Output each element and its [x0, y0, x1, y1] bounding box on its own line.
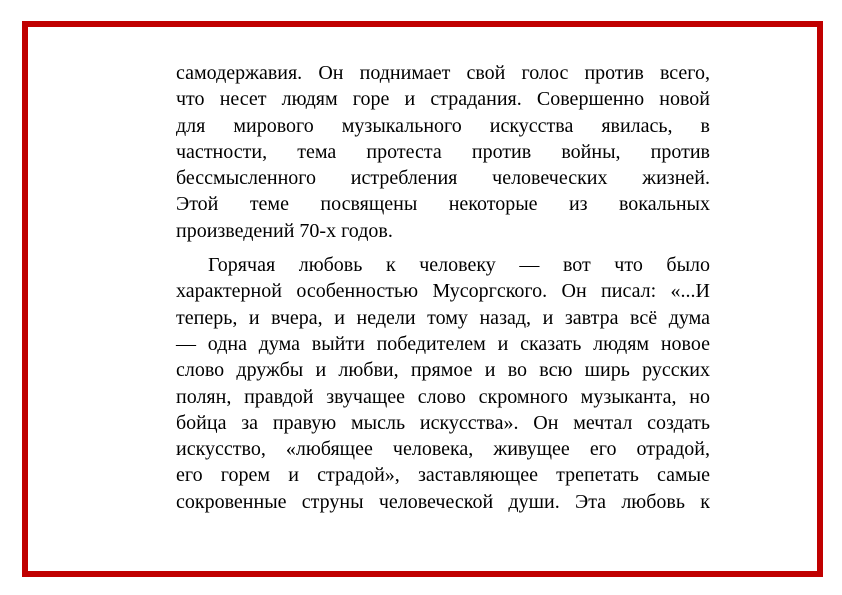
text-line: теперь, и вчера, и недели тому назад, и завтра всё дума — [176, 306, 710, 329]
text-line: его горем и страдой», заставляющее трепетать самые — [176, 464, 710, 487]
text-line: Этой теме посвящены некоторые из вокальных — [176, 193, 710, 216]
text-line: что несет людям горе и страдания. Совершенно новой — [176, 88, 710, 111]
text-line: для мирового музыкального искусства явилась, в — [176, 114, 710, 137]
text-line: самодержавия. Он поднимает свой голос против всего, — [176, 62, 710, 84]
text-line: характерной особенностью Мусоргского. Он писал: «...И — [176, 280, 710, 303]
text-body — [176, 60, 710, 515]
text-line: слово дружбы и любви, прямое и во всю ширь русских — [176, 359, 710, 382]
text-line: сокровенные струны человеческой души. Эта любовь к — [176, 490, 710, 513]
text-line: бойца за правую мысль искусства». Он мечтал создать — [176, 411, 710, 434]
text-line: бессмысленного истребления человеческих жизней. — [176, 167, 710, 190]
text-line: Горячая любовь к человеку — вот что было — [208, 254, 710, 277]
text-line: полян, правдой звучащее слово скромного музыканта, но — [176, 385, 710, 408]
text-line: — одна дума выйти победителем и сказать людям новое — [176, 332, 710, 355]
paragraph-2 — [176, 252, 710, 515]
paragraph-1 — [176, 60, 710, 244]
text-line: произведений 70-х годов. — [176, 219, 393, 242]
text-line: частности, тема протеста против войны, против — [176, 140, 710, 163]
text-line: искусство, «любящее человека, живущее его отрадой, — [176, 438, 710, 461]
